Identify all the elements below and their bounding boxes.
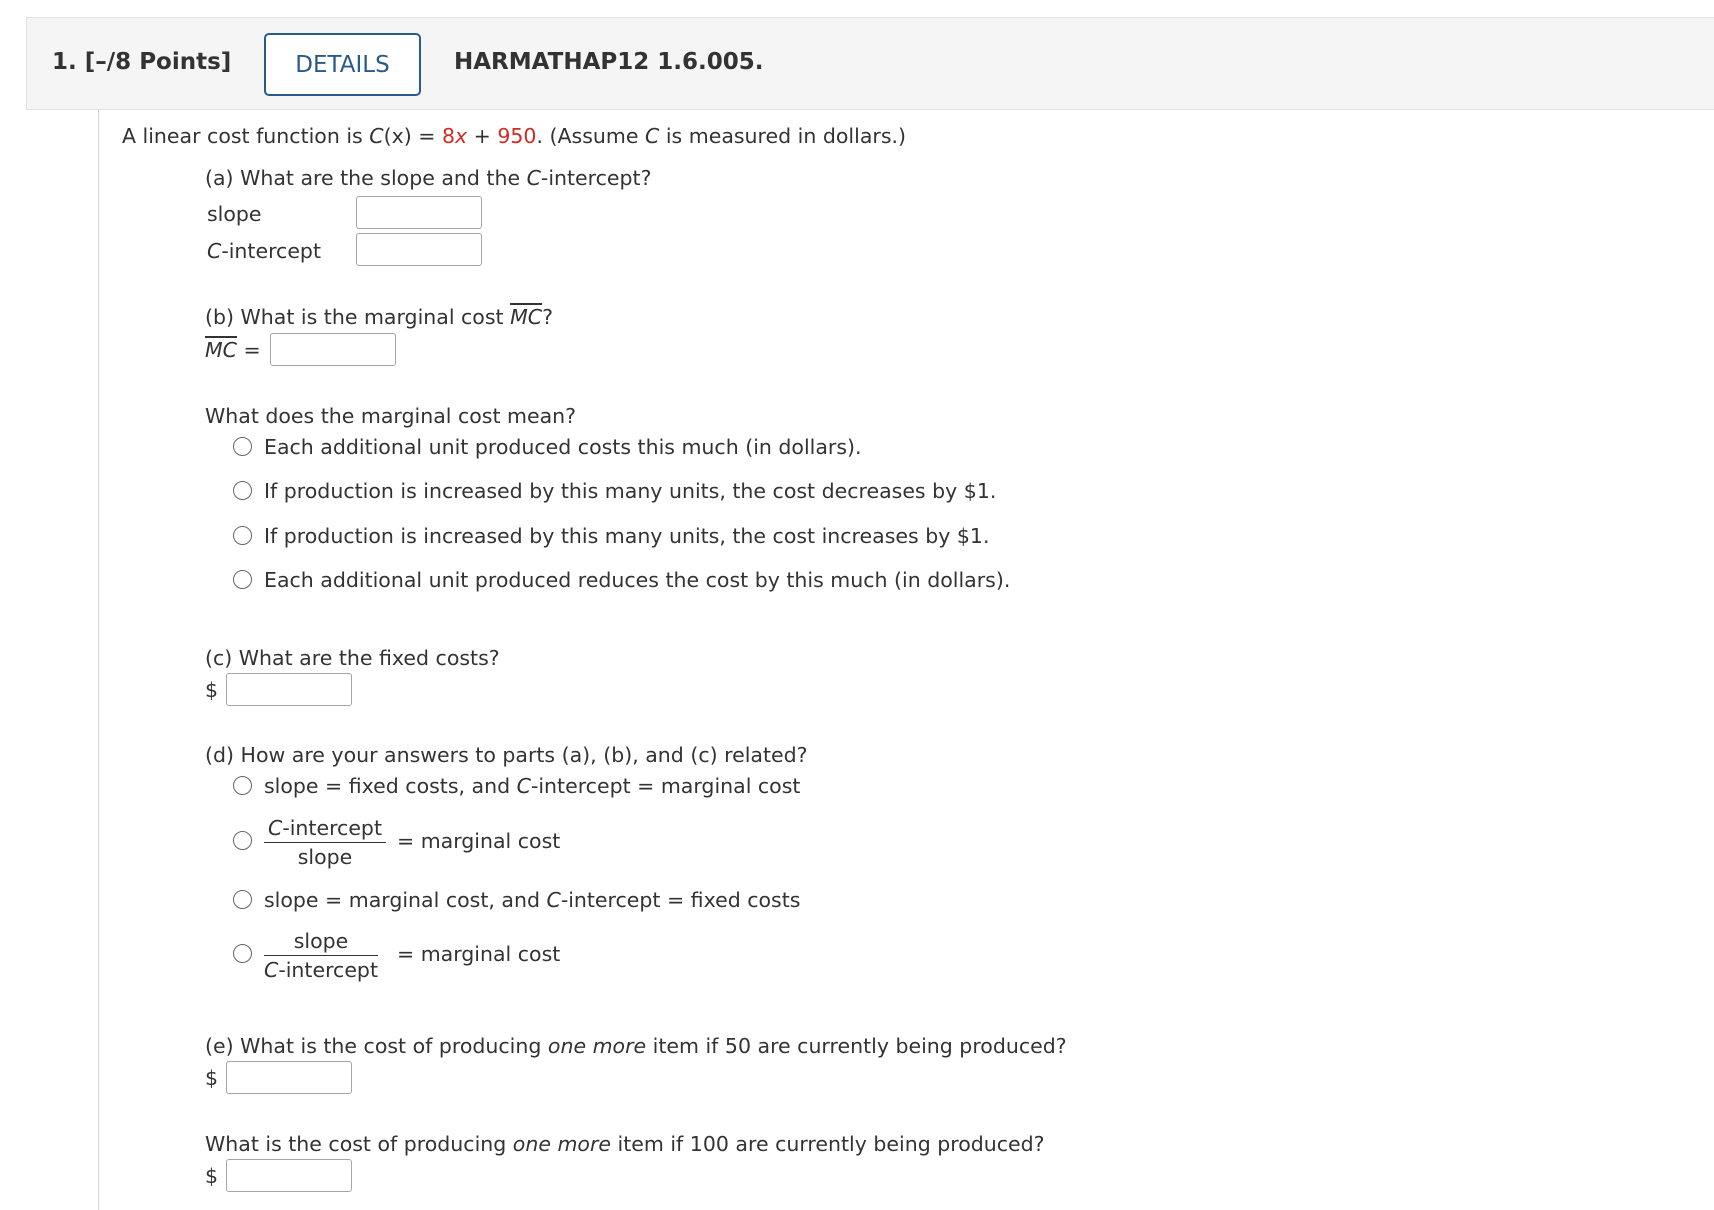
cost-50-currency: $ [205,1066,219,1090]
part-d-question: (d) How are your answers to parts (a), (b), and (c) related? [205,743,808,767]
part-b-question: (b) What is the marginal cost $\overline{MC}$? [205,305,553,329]
meaning-option-2-radio[interactable] [233,481,252,500]
part-e-question: (e) What is the cost of producing one more item if 50 are currently being produced? [205,1034,1067,1058]
fraction-denominator: C-intercept [264,958,378,982]
question-number [52,49,231,75]
meaning-option-4-label[interactable]: Each additional unit produced reduces the cost by this much (in dollars). [264,568,1011,592]
fraction-numerator: C-intercept [264,816,386,843]
relation-option-4-rhs[interactable]: = marginal cost [397,942,561,966]
points-label: [–/8 Points] [84,49,232,75]
mc-input-label: $\overline{MC}$ = [205,338,261,362]
relation-option-3-label[interactable]: slope = marginal cost, and C-intercept = fixed costs [264,888,801,912]
meaning-option-3-radio[interactable] [233,526,252,545]
cost-100-currency: $ [205,1164,219,1188]
part-a-question: (a) What are the slope and the C-intercept? [205,166,652,190]
relation-option-4-fraction[interactable] [264,929,378,982]
fraction-numerator: slope [264,929,378,956]
meaning-option-4-radio[interactable] [233,570,252,589]
part-c-question: (c) What are the fixed costs? [205,646,500,670]
relation-option-2-rhs[interactable]: = marginal cost [397,829,561,853]
marginal-cost-input[interactable] [270,333,396,366]
question-left-border [98,110,99,1210]
fraction-denominator: slope [297,845,353,869]
constant-value: 950 [497,124,537,148]
c-intercept-input[interactable] [356,233,482,266]
c-intercept-label: C-intercept [207,239,321,263]
intro-text: A linear cost function is C(x) = 8x + 950. (Assume C is measured in dollars.) [122,124,907,148]
relation-option-1-radio[interactable] [233,776,252,795]
fixed-costs-input[interactable] [226,673,352,706]
relation-option-4-radio[interactable] [233,944,252,963]
problem-code: HARMATHAP12 1.6.005. [454,49,764,75]
fixed-costs-currency: $ [205,678,219,702]
cost-50-input[interactable] [226,1061,352,1094]
relation-option-1-label[interactable]: slope = fixed costs, and C-intercept = marginal cost [264,774,801,798]
relation-option-2-radio[interactable] [233,831,252,850]
meaning-option-1-radio[interactable] [233,437,252,456]
part-f-question: What is the cost of producing one more item if 100 are currently being produced? [205,1132,1045,1156]
meaning-option-1-label[interactable]: Each additional unit produced costs this much (in dollars). [264,435,862,459]
details-button[interactable]: DETAILS [264,33,421,96]
slope-label: slope [207,202,262,226]
cost-100-input[interactable] [226,1159,352,1192]
meaning-option-3-label[interactable]: If production is increased by this many units, the cost increases by $1. [264,524,990,548]
relation-option-3-radio[interactable] [233,890,252,909]
question-index: 1. [52,49,77,75]
slope-input[interactable] [356,196,482,229]
meaning-question: What does the marginal cost mean? [205,404,577,428]
meaning-option-2-label[interactable]: If production is increased by this many units, the cost decreases by $1. [264,479,997,503]
coefficient-value: 8 [441,124,455,148]
relation-option-2-fraction[interactable] [264,816,386,869]
